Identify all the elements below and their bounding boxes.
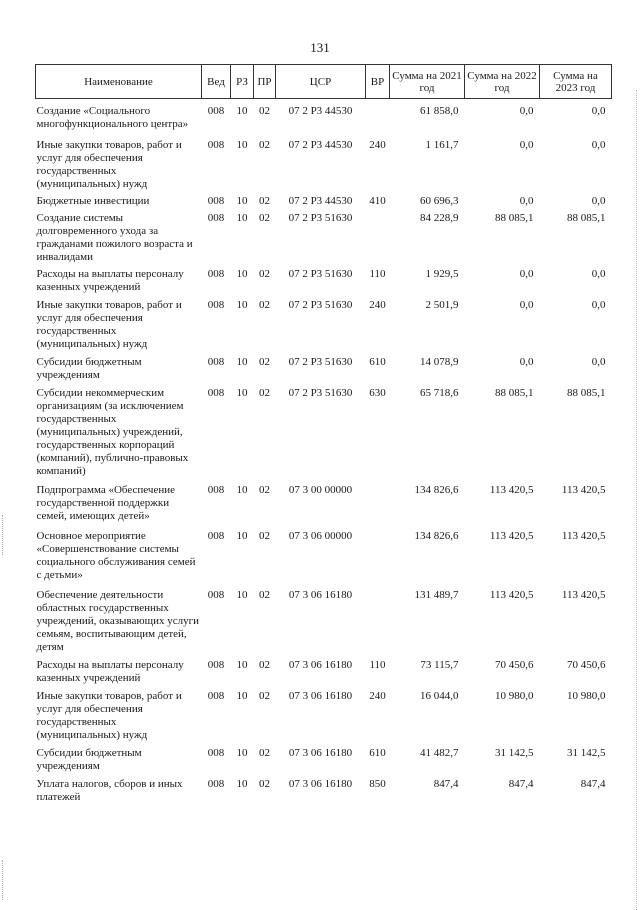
table-cell-name: Бюджетные инвестиции <box>36 195 150 207</box>
table-cell-sum-2021: 65 718,6 <box>420 387 459 399</box>
table-row <box>36 131 612 191</box>
table-cell-vr: 610 <box>369 747 386 759</box>
table-cell-rz: 10 <box>236 484 248 496</box>
table-cell-sum-2021: 131 489,7 <box>414 589 459 601</box>
table-cell-rz: 10 <box>236 747 248 759</box>
table-cell-sum-2022: 70 450,6 <box>495 659 534 671</box>
table-cell-vr: 240 <box>369 139 386 151</box>
table-row <box>36 351 612 382</box>
table-cell-sum-2021: 2 501,9 <box>425 299 459 311</box>
table-cell-pr: 02 <box>259 139 270 151</box>
header-sum-2021: Сумма на 2021 год <box>390 65 465 99</box>
table-cell-csr: 07 3 00 00000 <box>288 484 353 496</box>
table-cell-pr: 02 <box>259 299 270 311</box>
scan-edge-line <box>635 90 637 910</box>
table-cell-pr: 02 <box>259 589 270 601</box>
table-cell-rz: 10 <box>236 105 248 117</box>
table-cell-sum-2022: 113 420,5 <box>489 530 534 542</box>
table-cell-pr: 02 <box>259 484 270 496</box>
table-cell-name: Субсидии бюджетным учреждениям <box>36 356 142 381</box>
table-cell-name: Обеспечение деятельности областных государственных учреждений, оказывающих услуги семьям, воспитывающим детей, детям <box>36 589 199 653</box>
page-number: 131 <box>310 40 330 55</box>
table-cell-name: Субсидии некоммерческим организациям (за исключением государственных (муниципальных) учреждений, государственных корпораций (компаний), публично-правовых компаний) <box>36 387 189 477</box>
table-cell-vr: 410 <box>369 195 386 207</box>
table-cell-sum-2022: 31 142,5 <box>495 747 534 759</box>
table-cell-csr: 07 2 P3 44530 <box>288 195 353 207</box>
table-cell-ved: 008 <box>207 387 225 399</box>
table-cell-rz: 10 <box>236 299 248 311</box>
table-cell-sum-2021: 847,4 <box>433 778 459 790</box>
table-cell-sum-2022: 847,4 <box>508 778 534 790</box>
table-cell-sum-2023: 70 450,6 <box>567 659 606 671</box>
table-cell-ved: 008 <box>207 484 225 496</box>
table-cell-sum-2021: 73 115,7 <box>420 659 459 671</box>
table-cell-vr <box>366 523 390 582</box>
table-cell-csr: 07 3 06 16180 <box>288 659 353 671</box>
budget-table <box>35 64 612 804</box>
table-cell-ved: 008 <box>207 530 225 542</box>
table-cell-sum-2021: 16 044,0 <box>420 690 459 702</box>
table-body <box>36 99 612 805</box>
table-cell-sum-2023: 10 980,0 <box>567 690 606 702</box>
table-cell-pr: 02 <box>259 356 270 368</box>
table-cell-csr: 07 2 P3 51630 <box>288 299 353 311</box>
table-cell-ved: 008 <box>207 212 225 224</box>
table-cell-sum-2023: 113 420,5 <box>561 589 606 601</box>
table-cell-csr: 07 3 06 00000 <box>288 530 353 542</box>
table-cell-rz: 10 <box>236 690 248 702</box>
table-row <box>36 99 612 132</box>
table-cell-sum-2023: 0,0 <box>591 356 606 368</box>
table-row <box>36 654 612 685</box>
table-cell-sum-2021: 134 826,6 <box>414 484 459 496</box>
table-cell-csr: 07 2 P3 51630 <box>288 212 353 224</box>
table-cell-sum-2022: 0,0 <box>519 105 534 117</box>
table-header <box>36 65 612 99</box>
table-cell-ved: 008 <box>207 690 225 702</box>
table-cell-rz: 10 <box>236 356 248 368</box>
table-cell-sum-2023: 0,0 <box>591 139 606 151</box>
table-cell-csr: 07 2 P3 51630 <box>288 356 353 368</box>
table-cell-name: Подпрограмма «Обеспечение государственной поддержки семей, имеющих детей» <box>36 484 175 522</box>
table-cell-sum-2023: 0,0 <box>591 105 606 117</box>
table-cell-sum-2021: 60 696,3 <box>420 195 459 207</box>
table-cell-ved: 008 <box>207 778 225 790</box>
table-cell-pr: 02 <box>259 387 270 399</box>
table-cell-vr: 110 <box>369 659 386 671</box>
table-cell-pr: 02 <box>259 212 270 224</box>
table-cell-sum-2022: 10 980,0 <box>495 690 534 702</box>
scan-margin-mark <box>2 515 4 555</box>
table-cell-pr: 02 <box>259 268 270 280</box>
table-row <box>36 685 612 742</box>
table-cell-sum-2022: 88 085,1 <box>495 387 534 399</box>
header-ved: Вед <box>202 65 231 99</box>
table-cell-rz: 10 <box>236 589 248 601</box>
table-cell-name: Иные закупки товаров, работ и услуг для обеспечения государственных (муниципальных) нужд <box>36 299 182 350</box>
table-cell-rz: 10 <box>236 659 248 671</box>
table-cell-csr: 07 2 P3 51630 <box>288 387 353 399</box>
table-cell-pr: 02 <box>259 530 270 542</box>
table-cell-name: Уплата налогов, сборов и иных платежей <box>36 778 183 803</box>
table-row <box>36 773 612 804</box>
header-name: Наименование <box>36 65 202 99</box>
table-cell-pr: 02 <box>259 747 270 759</box>
header-sum-2023: Сумма на 2023 год <box>540 65 612 99</box>
table-cell-pr: 02 <box>259 105 270 117</box>
table-cell-sum-2022: 113 420,5 <box>489 589 534 601</box>
table-cell-ved: 008 <box>207 268 225 280</box>
header-vr: ВР <box>366 65 390 99</box>
table-cell-rz: 10 <box>236 387 248 399</box>
table-cell-sum-2023: 31 142,5 <box>567 747 606 759</box>
table-cell-ved: 008 <box>207 589 225 601</box>
table-cell-sum-2022: 0,0 <box>519 195 534 207</box>
table-cell-csr: 07 3 06 16180 <box>288 690 353 702</box>
table-row <box>36 582 612 654</box>
header-rz: РЗ <box>231 65 254 99</box>
table-cell-rz: 10 <box>236 195 248 207</box>
table-cell-sum-2022: 0,0 <box>519 356 534 368</box>
table-cell-name: Субсидии бюджетным учреждениям <box>36 747 142 772</box>
table-cell-sum-2021: 14 078,9 <box>420 356 459 368</box>
table-cell-rz: 10 <box>236 778 248 790</box>
table-cell-vr: 850 <box>369 778 386 790</box>
table-cell-ved: 008 <box>207 747 225 759</box>
table-cell-csr: 07 3 06 16180 <box>288 778 353 790</box>
table-cell-rz: 10 <box>236 268 248 280</box>
table-cell-sum-2021: 134 826,6 <box>414 530 459 542</box>
table-row <box>36 478 612 523</box>
table-cell-sum-2021: 84 228,9 <box>420 212 459 224</box>
table-cell-sum-2022: 113 420,5 <box>489 484 534 496</box>
table-cell-sum-2021: 61 858,0 <box>420 105 459 117</box>
table-cell-ved: 008 <box>207 299 225 311</box>
table-cell-name: Иные закупки товаров, работ и услуг для обеспечения государственных (муниципальных) нужд <box>36 139 182 190</box>
table-cell-ved: 008 <box>207 105 225 117</box>
table-cell-sum-2023: 113 420,5 <box>561 484 606 496</box>
table-cell-vr <box>366 208 390 264</box>
table-cell-csr: 07 2 P3 44530 <box>288 139 353 151</box>
table-cell-sum-2021: 1 929,5 <box>425 268 459 280</box>
table-row <box>36 208 612 264</box>
table-cell-rz: 10 <box>236 530 248 542</box>
table-cell-sum-2022: 0,0 <box>519 299 534 311</box>
table-row <box>36 191 612 208</box>
table-cell-pr: 02 <box>259 690 270 702</box>
table-cell-vr: 240 <box>369 299 386 311</box>
table-cell-name: Создание системы долговременного ухода за гражданами пожилого возраста и инвалидами <box>36 212 193 263</box>
table-cell-ved: 008 <box>207 356 225 368</box>
table-cell-ved: 008 <box>207 195 225 207</box>
table-cell-pr: 02 <box>259 195 270 207</box>
table-cell-csr: 07 3 06 16180 <box>288 589 353 601</box>
table-cell-sum-2023: 0,0 <box>591 299 606 311</box>
table-cell-pr: 02 <box>259 659 270 671</box>
table-cell-pr: 02 <box>259 778 270 790</box>
table-cell-ved: 008 <box>207 659 225 671</box>
table-cell-name: Основное мероприятие «Совершенствование системы социального обслуживания семей с детьми» <box>36 530 196 581</box>
table-cell-sum-2023: 0,0 <box>591 195 606 207</box>
table-row <box>36 264 612 294</box>
table-cell-rz: 10 <box>236 212 248 224</box>
table-cell-sum-2021: 41 482,7 <box>420 747 459 759</box>
table-cell-name: Создание «Социального многофункционального центра» <box>36 105 189 130</box>
table-cell-vr <box>366 478 390 523</box>
table-cell-vr: 110 <box>369 268 386 280</box>
table-cell-vr <box>366 99 390 132</box>
table-cell-sum-2023: 88 085,1 <box>567 387 606 399</box>
table-row <box>36 382 612 478</box>
header-sum-2022: Сумма на 2022 год <box>465 65 540 99</box>
table-cell-vr <box>366 582 390 654</box>
table-cell-sum-2022: 88 085,1 <box>495 212 534 224</box>
scan-margin-mark <box>2 860 4 900</box>
table-cell-name: Расходы на выплаты персоналу казенных учреждений <box>36 268 184 293</box>
table-cell-vr: 610 <box>369 356 386 368</box>
table-cell-csr: 07 3 06 16180 <box>288 747 353 759</box>
table-cell-vr: 630 <box>369 387 386 399</box>
table-cell-rz: 10 <box>236 139 248 151</box>
table-row <box>36 294 612 351</box>
table-cell-csr: 07 2 P3 44530 <box>288 105 353 117</box>
table-cell-name: Иные закупки товаров, работ и услуг для обеспечения государственных (муниципальных) нужд <box>36 690 182 741</box>
table-cell-sum-2023: 88 085,1 <box>567 212 606 224</box>
table-cell-name: Расходы на выплаты персоналу казенных учреждений <box>36 659 184 684</box>
table-cell-sum-2023: 113 420,5 <box>561 530 606 542</box>
table-cell-vr: 240 <box>369 690 386 702</box>
table-cell-sum-2022: 0,0 <box>519 139 534 151</box>
table-row <box>36 523 612 582</box>
table-row <box>36 742 612 773</box>
table-cell-sum-2023: 847,4 <box>580 778 606 790</box>
header-pr: ПР <box>254 65 276 99</box>
table-cell-sum-2022: 0,0 <box>519 268 534 280</box>
header-csr: ЦСР <box>276 65 366 99</box>
table-cell-sum-2023: 0,0 <box>591 268 606 280</box>
table-cell-sum-2021: 1 161,7 <box>425 139 459 151</box>
table-cell-csr: 07 2 P3 51630 <box>288 268 353 280</box>
table-cell-ved: 008 <box>207 139 225 151</box>
